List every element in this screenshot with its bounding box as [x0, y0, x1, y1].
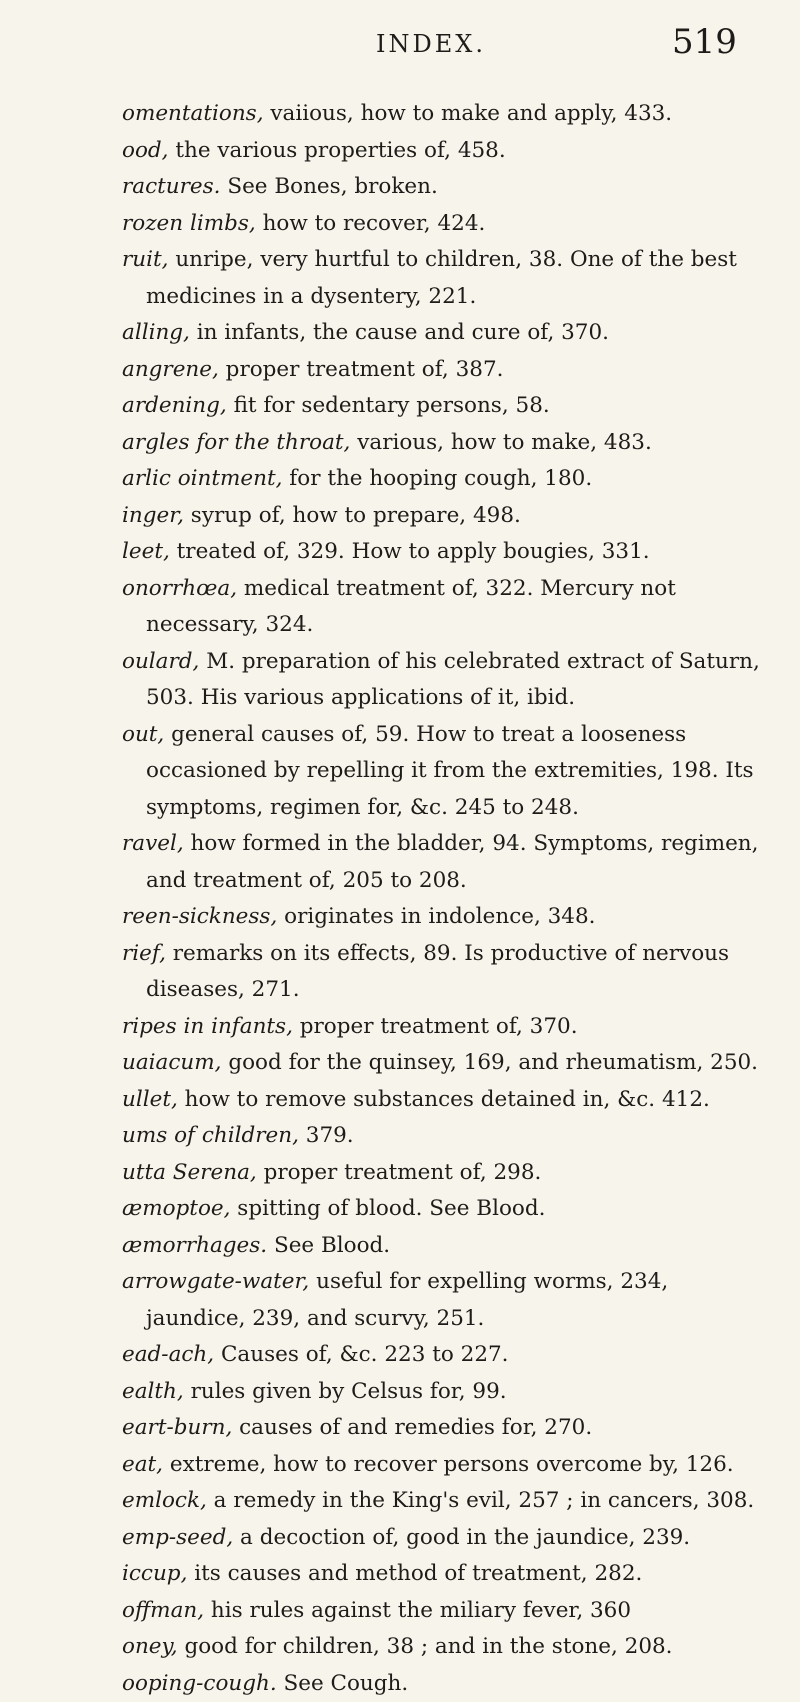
index-entry [122, 1629, 772, 1666]
index-entry-text: its causes and method of treatment, 282. [187, 1561, 642, 1586]
index-entry-text: for the hooping cough, 180. [282, 466, 592, 491]
index-entry-term: ullet, [122, 1087, 178, 1112]
index-entry-term: ractures. [122, 174, 221, 199]
index-entry [122, 1374, 772, 1411]
index-entry-text: general causes of, 59. How to treat a looseness occasioned by repelling it from the extremities, 198. Its symptoms, regimen for, &c. 245 to 248. [146, 722, 754, 820]
index-entry-term: alling, [122, 320, 190, 345]
index-entry-term: oney, [122, 1634, 178, 1659]
index-entry-text: good for children, 38 ; and in the stone, 208. [178, 1634, 673, 1659]
index-entry-term: emp-seed, [122, 1525, 233, 1550]
index-entry-term: uaiacum, [122, 1050, 221, 1075]
index-entry-term: ood, [122, 138, 169, 163]
index-entry-term: ead-ach, [122, 1342, 214, 1367]
index-entry-term: offman, [122, 1598, 204, 1623]
index-entry-text: in infants, the cause and cure of, 370. [190, 320, 609, 345]
index-entry-term: arlic ointment, [122, 466, 282, 491]
index-entry-text: proper treatment of, 387. [219, 357, 504, 382]
index-entry [122, 1483, 772, 1520]
index-entry-text: medical treatment of, 322. Mercury not necessary, 324. [146, 576, 676, 638]
index-entry [122, 498, 772, 535]
index-entry-term: eat, [122, 1452, 163, 1477]
index-entry [122, 899, 772, 936]
index-entry-term: iccup, [122, 1561, 187, 1586]
running-head: INDEX. [376, 30, 486, 58]
index-entry-term: omentations, [122, 101, 264, 126]
index-entry-term: ruit, [122, 247, 168, 272]
index-entry [122, 1155, 772, 1192]
index-entry-text: how formed in the bladder, 94. Symptoms, regimen, and treatment of, 205 to 208. [146, 831, 759, 893]
index-entry [122, 1228, 772, 1265]
index-entry [122, 206, 772, 243]
index-entry-text: originates in indolence, 348. [277, 904, 595, 929]
index-entry-text: See Bones, broken. [221, 174, 438, 199]
index-entry-text: causes of and remedies for, 270. [232, 1415, 592, 1440]
index-entry [122, 169, 772, 206]
index-entry-text: extreme, how to recover persons overcome by, 126. [163, 1452, 734, 1477]
index-entry [122, 644, 772, 717]
index-entry-text: a decoction of, good in the jaundice, 239. [233, 1525, 690, 1550]
index-entry [122, 388, 772, 425]
index-entry-term: ravel, [122, 831, 184, 856]
index-entry-text: proper treatment of, 298. [257, 1160, 542, 1185]
index-entry-text: the various properties of, 458. [169, 138, 506, 163]
index-entry-text: Causes of, &c. 223 to 227. [214, 1342, 508, 1367]
index-entry-text: remarks on its effects, 89. Is productive of nervous diseases, 271. [146, 941, 729, 1003]
index-entry-text: proper treatment of, 370. [293, 1014, 578, 1039]
index-entry-term: rozen limbs, [122, 211, 256, 236]
index-entry [122, 1082, 772, 1119]
index-entry-term: onorrhœa, [122, 576, 237, 601]
index-entry-term: emlock, [122, 1488, 207, 1513]
index-entry [122, 1009, 772, 1046]
page-header [0, 22, 800, 72]
index-entry [122, 1593, 772, 1630]
index-entry [122, 534, 772, 571]
index-entry-term: out, [122, 722, 164, 747]
index-entry-term: æmorrhages. [122, 1233, 267, 1258]
index-entry-term: ardening, [122, 393, 227, 418]
index-entries [122, 96, 772, 1702]
index-entry-term: ealth, [122, 1379, 184, 1404]
index-entry [122, 1447, 772, 1484]
index-entry-text: spitting of blood. See Blood. [230, 1196, 545, 1221]
index-entry-term: ooping-cough. [122, 1671, 277, 1696]
index-entry-text: his rules against the miliary fever, 360 [204, 1598, 631, 1623]
index-entry [122, 461, 772, 498]
index-entry [122, 1191, 772, 1228]
index-entry-text: See Blood. [267, 1233, 390, 1258]
index-entry-term: inger, [122, 503, 184, 528]
index-entry-text: a remedy in the King's evil, 257 ; in cancers, 308. [207, 1488, 754, 1513]
index-entry-term: oulard, [122, 649, 199, 674]
index-entry-term: ums of children, [122, 1123, 299, 1148]
index-entry-term: reen-sickness, [122, 904, 277, 929]
index-entry [122, 1666, 772, 1702]
index-entry [122, 1556, 772, 1593]
index-entry [122, 352, 772, 389]
index-entry-text: See Cough. [277, 1671, 409, 1696]
index-entry-text: vaiious, how to make and apply, 433. [264, 101, 673, 126]
index-entry [122, 315, 772, 352]
index-entry-term: leet, [122, 539, 170, 564]
index-entry-text: useful for expelling worms, 234, jaundice, 239, and scurvy, 251. [146, 1269, 668, 1331]
index-entry-text: unripe, very hurtful to children, 38. One of the best medicines in a dysentery, 221. [146, 247, 737, 309]
index-entry [122, 571, 772, 644]
index-entry-term: utta Serena, [122, 1160, 257, 1185]
index-entry-term: argles for the throat, [122, 430, 350, 455]
index-entry [122, 96, 772, 133]
index-entry [122, 1337, 772, 1374]
index-entry [122, 826, 772, 899]
index-entry-text: good for the quinsey, 169, and rheumatism, 250. [221, 1050, 758, 1075]
index-entry [122, 1045, 772, 1082]
index-entry [122, 133, 772, 170]
index-entry-text: 379. [299, 1123, 354, 1148]
index-entry-term: rief, [122, 941, 166, 966]
index-entry [122, 717, 772, 827]
index-entry-text: fit for sedentary persons, 58. [227, 393, 550, 418]
index-entry [122, 1520, 772, 1557]
index-entry [122, 1410, 772, 1447]
index-entry-text: M. preparation of his celebrated extract of Saturn, 503. His various applications of it, ibid. [146, 649, 760, 711]
index-entry [122, 425, 772, 462]
index-entry-text: syrup of, how to prepare, 498. [184, 503, 521, 528]
index-entry-term: eart-burn, [122, 1415, 232, 1440]
index-entry-text: how to recover, 424. [256, 211, 486, 236]
index-entry-term: arrowgate-water, [122, 1269, 309, 1294]
index-entry [122, 242, 772, 315]
index-entry [122, 1264, 772, 1337]
index-entry-text: how to remove substances detained in, &c. 412. [178, 1087, 710, 1112]
index-entry [122, 1118, 772, 1155]
index-entry-text: rules given by Celsus for, 99. [184, 1379, 507, 1404]
index-entry-text: various, how to make, 483. [350, 430, 651, 455]
index-entry-term: æmoptoe, [122, 1196, 230, 1221]
index-entry [122, 936, 772, 1009]
index-entry-text: treated of, 329. How to apply bougies, 331. [170, 539, 650, 564]
index-entry-term: angrene, [122, 357, 219, 382]
index-entry-term: ripes in infants, [122, 1014, 293, 1039]
page-number: 519 [672, 22, 737, 62]
